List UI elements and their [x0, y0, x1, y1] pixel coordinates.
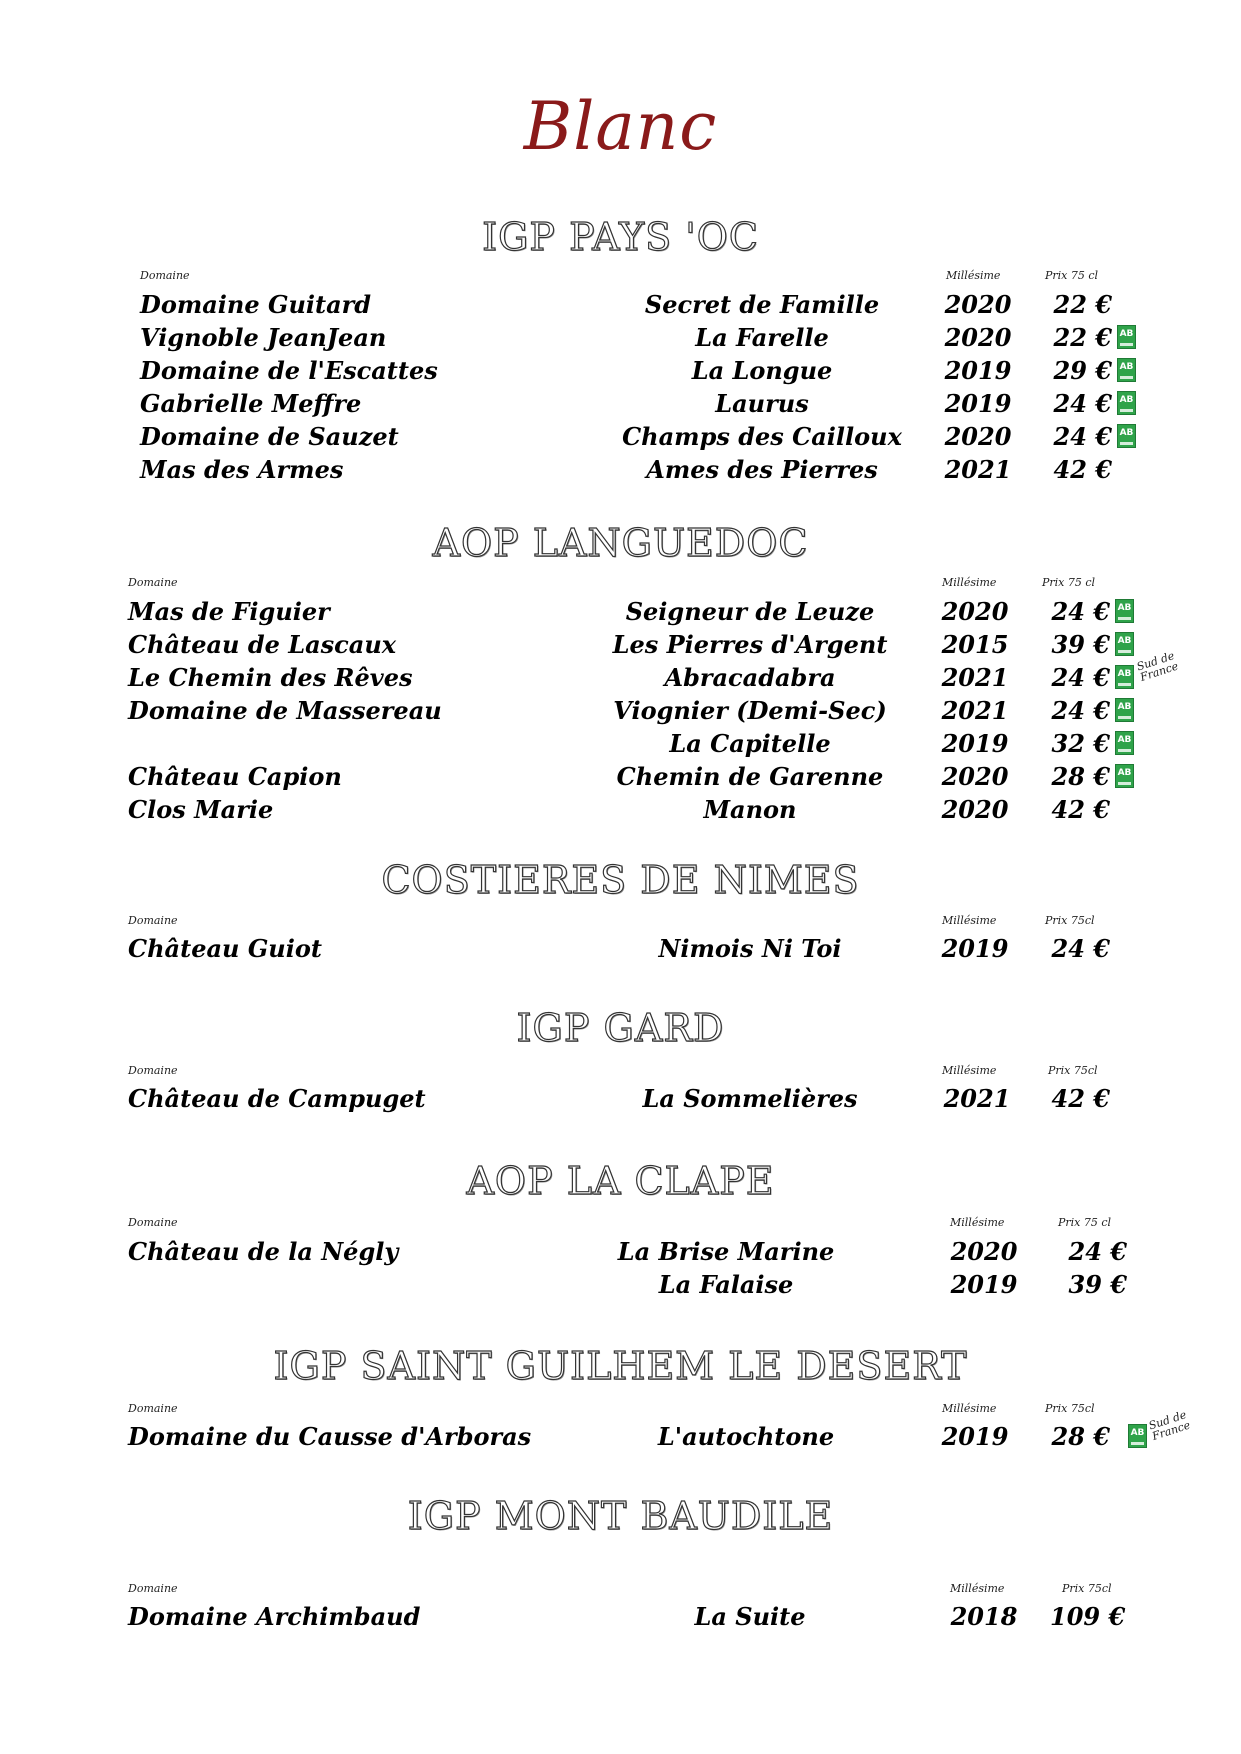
domaine-name: Domaine de Sauzet — [140, 422, 399, 451]
cuvee-name: La Capitelle — [669, 729, 831, 758]
header-millesime: Millésime — [942, 1402, 997, 1415]
price: 24 € — [1051, 696, 1110, 725]
organic-ab-icon: AB — [1117, 391, 1136, 415]
domaine-name: Le Chemin des Rêves — [128, 663, 413, 692]
domaine-name: Vignoble JeanJean — [140, 323, 387, 352]
section-title: IGP GARD — [516, 1006, 725, 1050]
domaine-name: Château Guiot — [128, 934, 322, 963]
organic-ab-icon: AB — [1115, 731, 1134, 755]
vintage: 2020 — [944, 290, 1012, 319]
vintage: 2021 — [943, 1084, 1011, 1113]
vintage: 2021 — [944, 455, 1012, 484]
vintage: 2019 — [941, 934, 1009, 963]
price: 24 € — [1068, 1237, 1127, 1266]
wine-row — [0, 597, 1241, 630]
cuvee-name: Manon — [703, 795, 797, 824]
cuvee-name: Abracadabra — [664, 663, 836, 692]
wine-row — [0, 389, 1241, 422]
cuvee-name: La Suite — [694, 1602, 806, 1631]
page-title: Blanc — [523, 88, 718, 165]
vintage: 2020 — [944, 422, 1012, 451]
header-prix: Prix 75cl — [1062, 1582, 1112, 1595]
organic-ab-icon: AB — [1128, 1424, 1147, 1448]
wine-row — [0, 455, 1241, 488]
domaine-name: Clos Marie — [128, 795, 274, 824]
cuvee-name: Secret de Famille — [644, 290, 880, 319]
header-prix: Prix 75cl — [1048, 1064, 1098, 1077]
cuvee-name: La Brise Marine — [617, 1237, 835, 1266]
domaine-name: Mas des Armes — [140, 455, 344, 484]
price: 109 € — [1050, 1602, 1126, 1631]
header-prix: Prix 75cl — [1045, 914, 1095, 927]
section-title: AOP LANGUEDOC — [432, 521, 809, 565]
wine-row — [0, 1270, 1241, 1303]
domaine-name: Domaine Archimbaud — [128, 1602, 421, 1631]
domaine-name: Mas de Figuier — [128, 597, 330, 626]
price: 39 € — [1068, 1270, 1127, 1299]
price: 24 € — [1053, 422, 1112, 451]
vintage: 2020 — [941, 795, 1009, 824]
price: 42 € — [1053, 455, 1112, 484]
domaine-name: Domaine de Massereau — [128, 696, 442, 725]
wine-row — [0, 1084, 1241, 1117]
cuvee-name: Laurus — [715, 389, 809, 418]
section-title: IGP MONT BAUDILE — [407, 1494, 834, 1538]
wine-row — [0, 290, 1241, 323]
cuvee-name: La Farelle — [695, 323, 829, 352]
organic-ab-icon: AB — [1115, 764, 1134, 788]
wine-row — [0, 356, 1241, 389]
domaine-name: Domaine Guitard — [140, 290, 372, 319]
price: 39 € — [1051, 630, 1110, 659]
domaine-name: Gabrielle Meffre — [140, 389, 362, 418]
organic-ab-icon: AB — [1115, 632, 1134, 656]
price: 32 € — [1051, 729, 1110, 758]
header-domaine: Domaine — [128, 1064, 178, 1077]
vintage: 2019 — [941, 729, 1009, 758]
header-domaine: Domaine — [128, 914, 178, 927]
wine-row — [0, 795, 1241, 828]
header-millesime: Millésime — [946, 269, 1001, 282]
section-title: AOP LA CLAPE — [466, 1159, 775, 1203]
cuvee-name: La Longue — [691, 356, 833, 385]
wine-row — [0, 696, 1241, 729]
vintage: 2018 — [950, 1602, 1018, 1631]
domaine-name: Château de Lascaux — [128, 630, 397, 659]
header-millesime: Millésime — [950, 1582, 1005, 1595]
organic-ab-icon: AB — [1115, 665, 1134, 689]
vintage: 2020 — [941, 762, 1009, 791]
organic-ab-icon: AB — [1117, 358, 1136, 382]
wine-row — [0, 1602, 1241, 1635]
price: 28 € — [1051, 1422, 1110, 1451]
price: 28 € — [1051, 762, 1110, 791]
header-prix: Prix 75 cl — [1045, 269, 1099, 282]
wine-row — [0, 323, 1241, 356]
organic-ab-icon: AB — [1117, 325, 1136, 349]
price: 22 € — [1053, 290, 1112, 319]
header-domaine: Domaine — [128, 1402, 178, 1415]
price: 24 € — [1051, 934, 1110, 963]
vintage: 2019 — [941, 1422, 1009, 1451]
wine-row — [0, 729, 1241, 762]
cuvee-name: Ames des Pierres — [646, 455, 878, 484]
domaine-name: Château de Campuget — [128, 1084, 426, 1113]
cuvee-name: Les Pierres d'Argent — [612, 630, 888, 659]
vintage: 2020 — [941, 597, 1009, 626]
wine-row — [0, 422, 1241, 455]
price: 24 € — [1051, 597, 1110, 626]
header-prix: Prix 75 cl — [1042, 576, 1096, 589]
price: 42 € — [1051, 795, 1110, 824]
cuvee-name: Champs des Cailloux — [622, 422, 902, 451]
header-domaine: Domaine — [128, 1216, 178, 1229]
cuvee-name: La Falaise — [658, 1270, 794, 1299]
wine-row — [0, 1237, 1241, 1270]
header-millesime: Millésime — [950, 1216, 1005, 1229]
cuvee-name: Chemin de Garenne — [616, 762, 884, 791]
domaine-name: Château Capion — [128, 762, 342, 791]
header-domaine: Domaine — [128, 576, 178, 589]
organic-ab-icon: AB — [1117, 424, 1136, 448]
header-millesime: Millésime — [942, 576, 997, 589]
section-title: IGP SAINT GUILHEM LE DESERT — [273, 1344, 968, 1388]
price: 29 € — [1053, 356, 1112, 385]
vintage: 2019 — [944, 389, 1012, 418]
cuvee-name: Viognier (Demi-Sec) — [613, 696, 887, 725]
domaine-name: Domaine de l'Escattes — [140, 356, 438, 385]
section-title: IGP PAYS 'OC — [482, 215, 759, 259]
cuvee-name: Nimois Ni Toi — [658, 934, 842, 963]
price: 42 € — [1051, 1084, 1110, 1113]
header-millesime: Millésime — [942, 1064, 997, 1077]
cuvee-name: L'autochtone — [657, 1422, 835, 1451]
price: 24 € — [1053, 389, 1112, 418]
wine-row — [0, 630, 1241, 663]
cuvee-name: La Sommelières — [642, 1084, 858, 1113]
vintage: 2020 — [944, 323, 1012, 352]
vintage: 2015 — [941, 630, 1009, 659]
price: 24 € — [1051, 663, 1110, 692]
header-prix: Prix 75cl — [1045, 1402, 1095, 1415]
sud-de-france-logo: Sud de France — [1147, 1408, 1192, 1443]
section-title: COSTIERES DE NIMES — [381, 858, 860, 902]
cuvee-name: Seigneur de Leuze — [625, 597, 875, 626]
header-domaine: Domaine — [128, 1582, 178, 1595]
header-domaine: Domaine — [140, 269, 190, 282]
vintage: 2020 — [950, 1237, 1018, 1266]
sud-de-france-logo: Sud de France — [1135, 649, 1180, 684]
vintage: 2021 — [941, 663, 1009, 692]
organic-ab-icon: AB — [1115, 599, 1134, 623]
domaine-name: Château de la Négly — [128, 1237, 399, 1266]
wine-row — [0, 934, 1241, 967]
header-prix: Prix 75 cl — [1058, 1216, 1112, 1229]
wine-row — [0, 649, 1241, 696]
price: 22 € — [1053, 323, 1112, 352]
domaine-name: Domaine du Causse d'Arboras — [128, 1422, 532, 1451]
vintage: 2019 — [950, 1270, 1018, 1299]
wine-row — [0, 762, 1241, 795]
vintage: 2021 — [941, 696, 1009, 725]
vintage: 2019 — [944, 356, 1012, 385]
header-millesime: Millésime — [942, 914, 997, 927]
organic-ab-icon: AB — [1115, 698, 1134, 722]
